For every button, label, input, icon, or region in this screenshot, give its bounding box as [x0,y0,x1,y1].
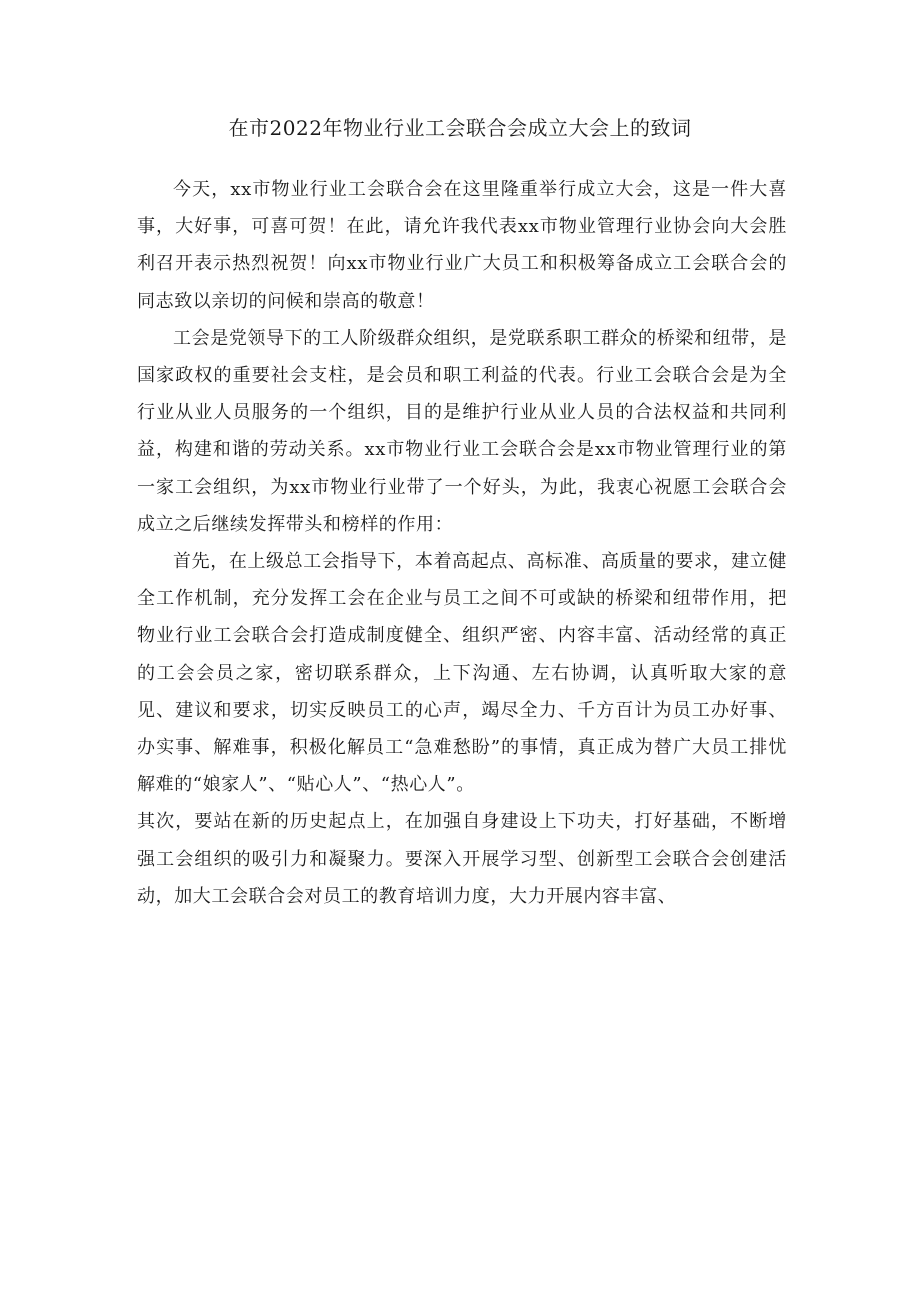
document-title: 在市2022年物业行业工会联合会成立大会上的致词 [228,116,692,140]
paragraph-union-role: 工会是党领导下的工人阶级群众组织，是党联系职工群众的桥梁和纽带，是国家政权的重要社会支柱，是会员和职工利益的代表。行业工会联合会是为全行业从业人员服务的一个组织，目的是维护行业从业人员的合法权益和共同利益，构建和谐的劳动关系。xx市物业行业工会联合会是xx市物业管理行业的第一家工会组织，为xx市物业行业带了一个好头，为此，我衷心祝愿工会联合会成立之后继续发挥带头和榜样的作用： [137,327,787,535]
paragraph-greeting: 今天，xx市物业行业工会联合会在这里隆重举行成立大会，这是一件大喜事，大好事，可喜可贺！在此，请允许我代表xx市物业管理行业协会向大会胜利召开表示热烈祝贺！向xx市物业行业广大员工和积极筹备成立工会联合会的同志致以亲切的问候和崇高的敬意！ [137,179,787,312]
document-body [137,171,787,915]
paragraph-first-point: 首先，在上级总工会指导下，本着高起点、高标准、高质量的要求，建立健全工作机制，充分发挥工会在企业与员工之间不可或缺的桥梁和纽带作用，把物业行业工会联合会打造成制度健全、组织严密、内容丰富、活动经常的真正的工会会员之家，密切联系群众，上下沟通、左右协调，认真听取大家的意见、建议和要求，切实反映员工的心声，竭尽全力、千方百计为员工办好事、办实事、解难事，积极化解员工“急难愁盼”的事情，真正成为替广大员工排忧解难的“娘家人”、“贴心人”、“热心人”。 [137,551,787,796]
paragraph-second-point: 其次，要站在新的历史起点上，在加强自身建设上下功夫，打好基础，不断增强工会组织的吸引力和凝聚力。要深入开展学习型、创新型工会联合会创建活动，加大工会联合会对员工的教育培训力度，大力开展内容丰富、 [137,811,787,907]
